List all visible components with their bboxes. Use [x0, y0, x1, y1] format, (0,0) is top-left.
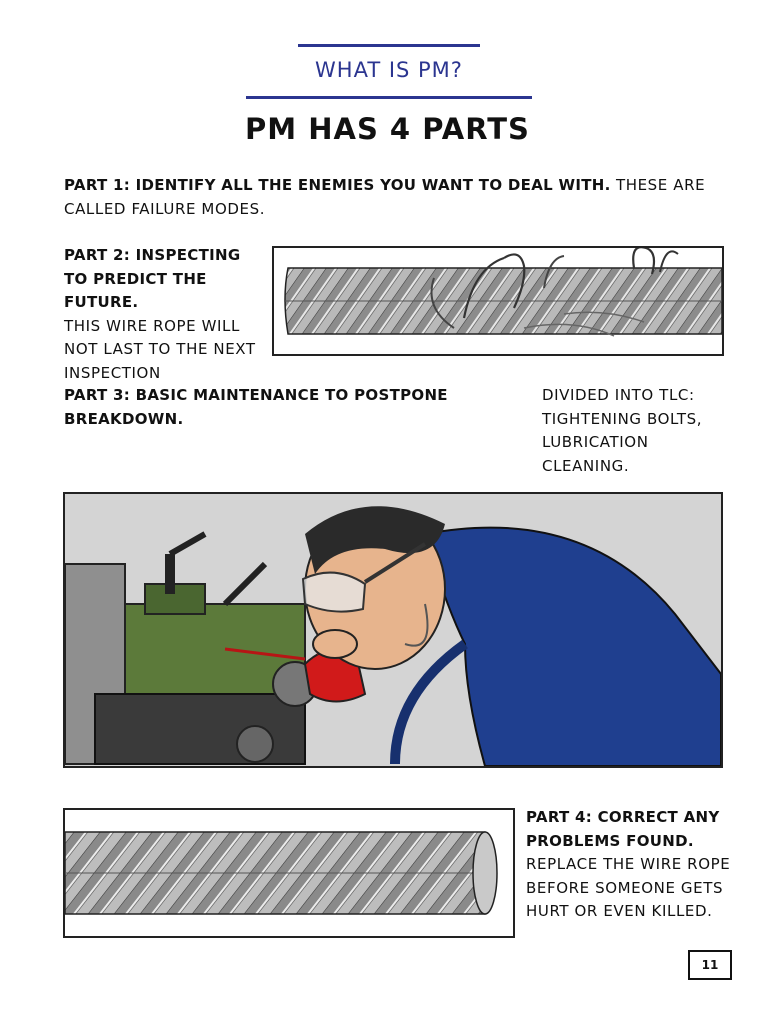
part2-body: THIS WIRE ROPE WILL NOT LAST TO THE NEXT INSPECTION — [64, 316, 256, 382]
page-number: 11 — [688, 950, 732, 980]
part1-heading: PART 1: IDENTIFY ALL THE ENEMIES YOU WANT TO DEAL WITH. — [64, 176, 611, 194]
damaged-wire-rope-illustration — [272, 246, 724, 356]
title-rule-bottom — [246, 96, 532, 99]
title-rule-top — [298, 44, 480, 47]
part3-text — [64, 384, 534, 431]
part2-heading: PART 2: INSPECTING TO PREDICT THE FUTURE. — [64, 246, 241, 311]
part3-detail: DIVIDED INTO TLC: TIGHTENING BOLTS, LUBRICATION CLEANING. — [542, 386, 703, 475]
part1-body: THESE ARE CALLED FAILURE MODES. — [64, 176, 706, 218]
part2-text — [64, 244, 269, 385]
main-heading: PM HAS 4 PARTS — [245, 112, 530, 146]
part1-text — [64, 174, 724, 221]
lathe-maintenance-illustration — [63, 492, 723, 768]
part4-body: REPLACE THE WIRE ROPE BEFORE SOMEONE GETS HURT OR EVEN KILLED. — [526, 855, 731, 920]
part3-heading: PART 3: BASIC MAINTENANCE TO POSTPONE BREAKDOWN. — [64, 386, 448, 428]
section-title: WHAT IS PM? — [315, 58, 463, 82]
part4-heading: PART 4: CORRECT ANY PROBLEMS FOUND. — [526, 808, 720, 850]
part4-text — [526, 806, 731, 924]
new-wire-rope-illustration — [63, 808, 515, 938]
